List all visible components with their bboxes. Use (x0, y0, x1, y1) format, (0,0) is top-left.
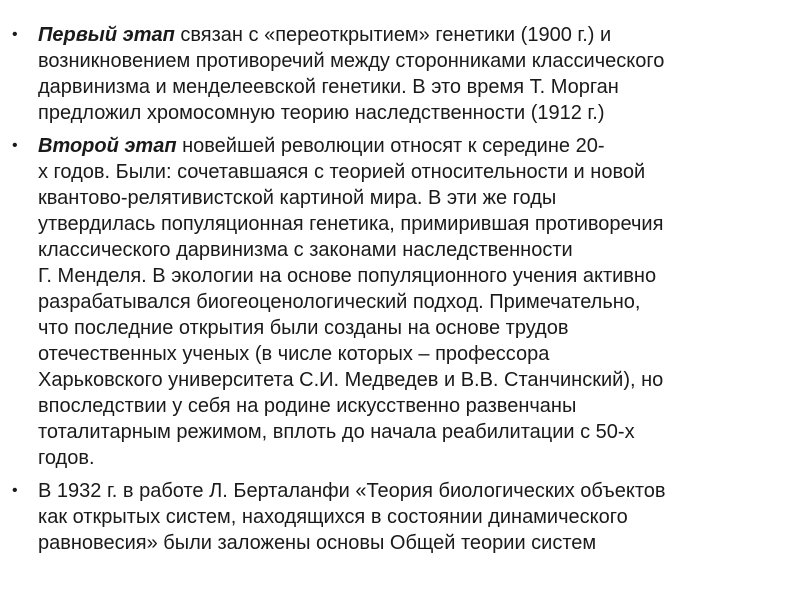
text-line: тоталитарным режимом, вплоть до начала реабилитации с 50-х (38, 421, 635, 443)
text-line: дарвинизма и менделеевской генетики. В это время Т. Морган (38, 76, 619, 98)
text-line: предложил хромосомную теорию наследственности (1912 г.) (38, 102, 605, 124)
line-text: связан с «переоткрытием» генетики (1900 г.) и (174, 24, 612, 46)
bullet-marker: • (12, 482, 18, 499)
text-line: разрабатывался биогеоценологический подход. Примечательно, (38, 291, 641, 313)
text-line (38, 133, 800, 159)
text-line: равновесия» были заложены основы Общей теории систем (38, 532, 597, 554)
text-line: отечественных ученых (в числе которых – профессора (38, 343, 550, 365)
text-line: утвердилась популяционная генетика, примирившая противоречия (38, 213, 664, 235)
bullet-lead-text: Второй этап (38, 135, 177, 157)
bullet-item-bertalanffy (12, 478, 800, 556)
text-line: как открытых систем, находящихся в состоянии динамического (38, 506, 628, 528)
bullet-item-first-stage (12, 22, 800, 126)
text-line: х годов. Были: сочетавшаяся с теорией относительности и новой (38, 161, 646, 183)
text-line: квантово-релятивистской картиной мира. В эти же годы (38, 187, 557, 209)
text-line: классического дарвинизма с законами наследственности (38, 239, 573, 261)
bullet-lead-text: Первый этап (38, 24, 175, 46)
text-line: Харьковского университета С.И. Медведев и В.В. Станчинский), но (38, 369, 664, 391)
text-line: что последние открытия были созданы на основе трудов (38, 317, 569, 339)
text-line: В 1932 г. в работе Л. Берталанфи «Теория биологических объектов (38, 480, 666, 502)
bullet-marker: • (12, 26, 18, 43)
bullet-item-second-stage (12, 133, 800, 471)
text-line: возникновением противоречий между сторонниками классического (38, 50, 665, 72)
text-line: впоследствии у себя на родине искусственно развенчаны (38, 395, 577, 417)
line-text: новейшей революции относят к середине 20- (176, 135, 605, 157)
text-line (38, 22, 800, 48)
bullet-list (12, 22, 800, 563)
text-line: годов. (38, 447, 95, 469)
text-line: Г. Менделя. В экологии на основе популяционного учения активно (38, 265, 657, 287)
bullet-marker: • (12, 137, 18, 154)
